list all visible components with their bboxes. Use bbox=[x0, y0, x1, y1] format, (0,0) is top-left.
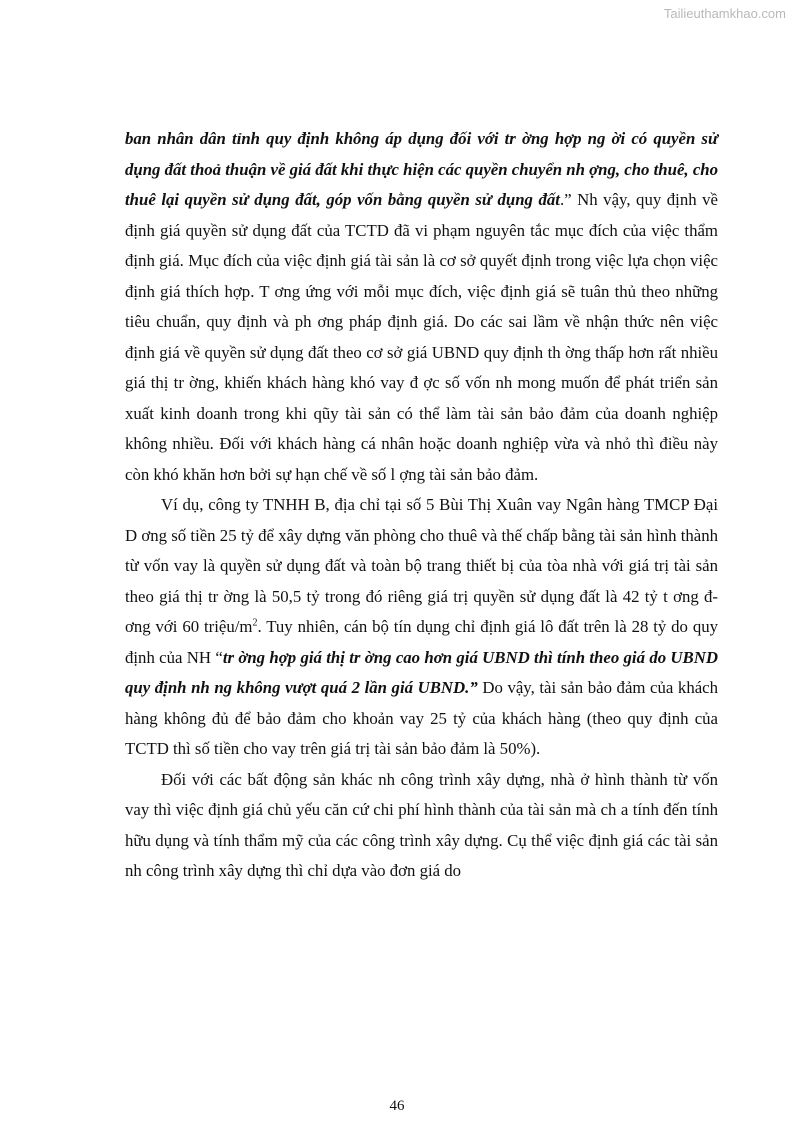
superscript: 2 bbox=[252, 617, 258, 629]
paragraph-text: Đối với các bất động sản khác nh công trình xây dựng, nhà ở hình thành từ vốn vay thì việc định giá chủ yếu căn cứ chi phí hình thành của tài sản mà ch a tính đến tính hữu dụng và tính thẩm mỹ của các công trình xây dựng. Cụ thể việc định giá các tài sản nh công trình xây dựng thì chỉ dựa vào đơn giá do bbox=[125, 769, 718, 880]
paragraph-other-property bbox=[125, 765, 718, 887]
paragraph-continued bbox=[125, 124, 718, 490]
paragraph-text: Ví dụ, công ty TNHH B, địa chỉ tại số 5 Bùi Thị Xuân vay Ngân hàng TMCP Đại D ơng số tiền 25 tỷ để xây dựng văn phòng cho thuê và thế chấp bằng tài sản hình thành từ vốn vay là quyền sử dụng đất và toàn bộ trang thiết bị của tòa nhà với giá trị tài sản theo giá thị tr ờng là 50,5 tỷ trong đó riêng giá trị quyền sử dụng đất là 42 tỷ t ơng đ ơng với 60 triệu/m bbox=[125, 495, 718, 636]
watermark-text: Tailieuthamkhao.com bbox=[663, 6, 786, 21]
document-body bbox=[125, 124, 718, 887]
paragraph-text: . Tuy nhiên, cán bộ tín dụng chỉ định giá lô đất trên là 28 tỷ do quy định của NH “ bbox=[125, 617, 719, 667]
paragraph-example bbox=[125, 490, 718, 765]
emphasized-quote: tr ờng hợp giá thị tr ờng cao hơn giá UBND thì tính theo giá do UBND quy định nh ng không vượt quá 2 lần giá UBND.” bbox=[125, 647, 718, 697]
emphasized-quote: ban nhân dân tỉnh quy định không áp dụng đối với tr ờng hợp ng ời có quyền sử dụng đất thoả thuận về giá đất khi thực hiện các quyền chuyển nh ợng, cho thuê, cho thuê lại quyền sử dụng đất, góp vốn bằng quyền sử dụng đất bbox=[125, 129, 718, 209]
paragraph-text: .” Nh vậy, quy định về định giá quyền sử dụng đất của TCTD đã vi phạm nguyên tắc mục đích của việc thẩm định giá. Mục đích của việc định giá tài sản là cơ sở quyết định trong việc lựa chọn việc định giá thích hợp. T ơng ứng với mỗi mục đích, việc định giá sẽ tuân thủ theo những tiêu chuẩn, quy định và ph ơng pháp định giá. Do các sai lầm về nhận thức nên việc định giá về quyền sử dụng đất theo cơ sở giá UBND quy định th ờng thấp hơn rất nhiều giá thị tr ờng, khiến khách hàng khó vay đ ợc số vốn nh mong muốn để phát triển sản xuất kinh doanh trong khi qũy tài sản có thể làm tài sản bảo đảm của doanh nghiệp không nhiều. Đối với khách hàng cá nhân hoặc doanh nghiệp vừa và nhỏ thì điều này còn khó khăn hơn bởi sự hạn chế về số l ợng tài sản bảo đảm. bbox=[125, 190, 718, 484]
paragraph-text: Do vậy, tài sản bảo đảm của khách hàng không đủ để bảo đảm cho khoản vay 25 tỷ của khách hàng (theo quy định của TCTD thì số tiền cho vay trên giá trị tài sản bảo đảm là 50%). bbox=[125, 678, 718, 758]
page-number: 46 bbox=[389, 1098, 405, 1114]
